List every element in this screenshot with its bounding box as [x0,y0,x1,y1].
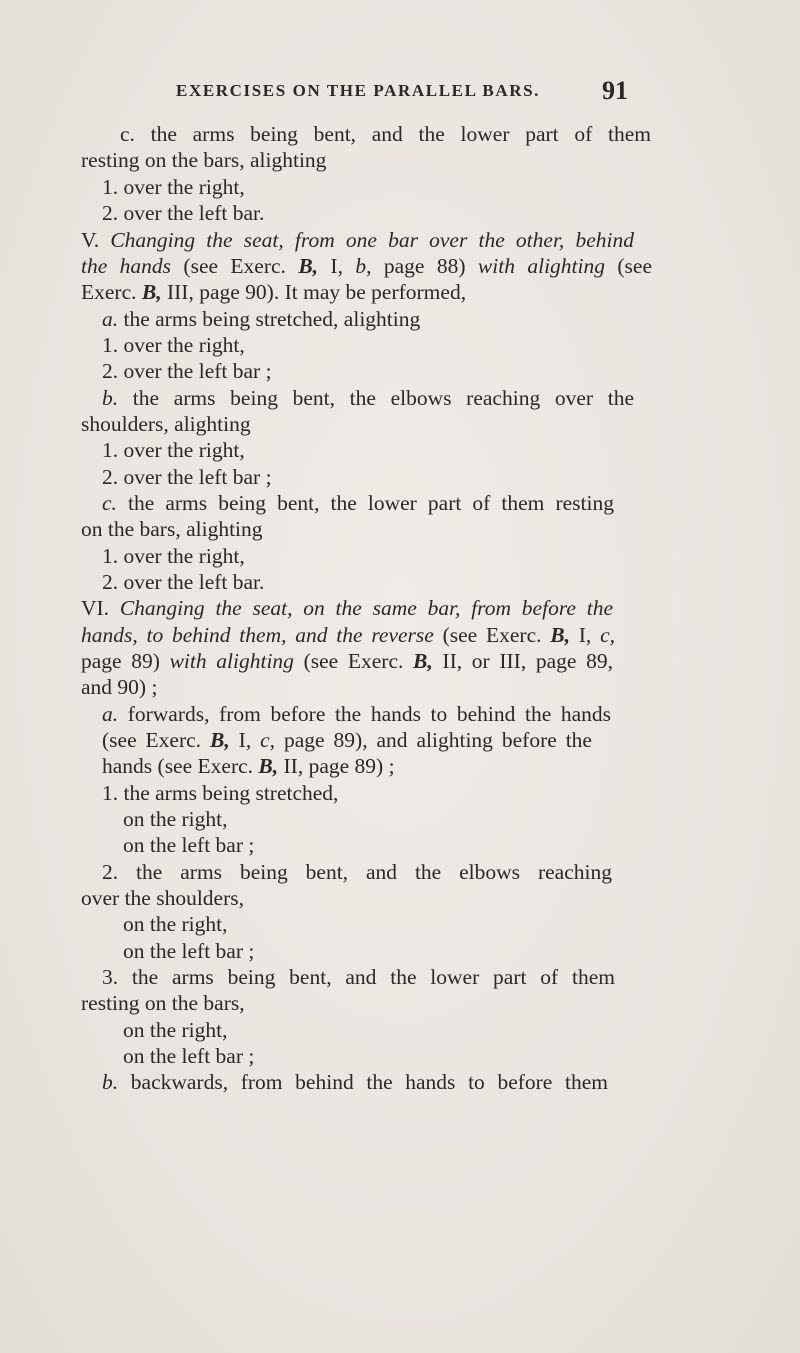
text-run: forwards, from before the hands to behind the hands [118,702,611,726]
text-run: on the right, [123,807,228,831]
text-run: (see Exerc. [293,649,414,673]
text-run: page 88) [371,254,478,278]
text-line [102,464,272,490]
text-line [102,859,612,885]
text-run: (see Exerc. [171,254,299,278]
text-line [102,780,338,806]
text-run: B, [141,280,162,304]
text-run: on the bars, alighting [81,517,263,541]
text-line [102,753,395,779]
text-run: B, [413,649,433,673]
text-run: I, [318,254,356,278]
text-line [81,411,251,437]
page-header [0,78,800,108]
text-run: 2. over the left bar. [102,570,265,594]
text-run: Exerc. [81,280,142,304]
page-number: 91 [602,76,628,105]
text-line [123,1017,228,1043]
text-run: the arms being stretched, alighting [118,307,421,331]
text-run: Changing the seat, on the same bar, from before the [119,596,613,620]
text-run: V. [81,228,111,252]
text-run: B, [550,623,570,647]
text-run: b. [102,1070,119,1094]
text-run: VI. [81,596,120,620]
text-run: III, page 90). It may be performed, [161,280,467,304]
text-line [81,885,244,911]
text-line [81,227,634,253]
text-line [102,200,264,226]
text-run: 1. over the right, [102,333,245,357]
text-run: II, page 89) ; [278,754,395,778]
text-run: b, [355,254,372,278]
text-line [81,622,615,648]
text-run: page 89), and alighting before the [275,728,592,752]
text-line [102,306,420,332]
text-line [102,964,615,990]
text-run: on the left bar ; [123,1044,255,1068]
text-run: on the right, [123,912,228,936]
text-run: 1. over the right, [102,544,245,568]
text-line [123,806,228,832]
text-run: B, [298,254,319,278]
text-run: over the shoulders, [81,886,245,910]
text-run: 2. over the left bar. [102,201,265,225]
text-run: (see [605,254,653,278]
text-run: (see Exerc. [433,623,551,647]
text-run: c, [600,623,615,647]
text-run: with alighting [477,254,605,278]
text-line [102,1069,608,1095]
text-run: with alighting [169,649,294,673]
text-line [102,490,614,516]
text-line [102,727,592,753]
text-run: hands (see Exerc. [102,754,259,778]
text-line [81,147,326,173]
text-run: 3. the arms being bent, and the lower part of them [102,965,615,989]
text-run: B, [210,728,230,752]
text-line [123,911,228,937]
text-run: 2. over the left bar ; [102,465,272,489]
text-run: page 89) [81,649,170,673]
text-line [120,121,651,147]
text-line [123,938,254,964]
text-run: c. [102,491,117,515]
text-run: II, or III, page 89, [432,649,614,673]
text-run: on the right, [123,1018,228,1042]
text-line [81,674,157,700]
text-run: shoulders, alighting [81,412,251,436]
text-line [102,358,272,384]
text-run: 1. the arms being stretched, [102,781,339,805]
text-run: hands, to behind them, and the reverse [81,623,434,647]
text-run: on the left bar ; [123,939,255,963]
text-run: and 90) ; [81,675,158,699]
text-run: 1. over the right, [102,438,245,462]
text-run: B, [258,754,279,778]
text-run: 2. the arms being bent, and the elbows reaching [102,860,612,884]
text-run: b. [102,386,119,410]
text-line [102,543,245,569]
text-run: c. the arms being bent, and the lower part of them [120,122,651,146]
text-run: a. [102,702,119,726]
text-run: the hands [81,254,172,278]
text-line [102,569,264,595]
text-run: I, [569,623,601,647]
text-line [102,701,611,727]
text-line [81,279,466,305]
text-run: the arms being bent, the elbows reaching over the [118,386,634,410]
text-line [81,516,263,542]
text-line [81,990,245,1016]
text-run: Changing the seat, from one bar over the other, behind [110,228,634,252]
text-run: (see Exerc. [102,728,210,752]
text-line [123,832,254,858]
text-line [81,648,613,674]
text-run: on the left bar ; [123,833,255,857]
text-run: 1. over the right, [102,175,245,199]
text-run: backwards, from behind the hands to before them [118,1070,608,1094]
text-line [102,437,245,463]
text-line [102,385,634,411]
text-run: 2. over the left bar ; [102,359,272,383]
text-line [123,1043,254,1069]
text-run: I, [229,728,261,752]
text-run: the arms being bent, the lower part of them resting [116,491,614,515]
text-line [81,595,613,621]
text-line [102,332,245,358]
text-line [102,174,245,200]
text-run: c, [260,728,276,752]
text-line [81,253,652,279]
running-head: EXERCISES ON THE PARALLEL BARS. [176,81,541,100]
text-run: a. [102,307,119,331]
text-run: resting on the bars, alighting [81,148,327,172]
text-run: resting on the bars, [81,991,245,1015]
